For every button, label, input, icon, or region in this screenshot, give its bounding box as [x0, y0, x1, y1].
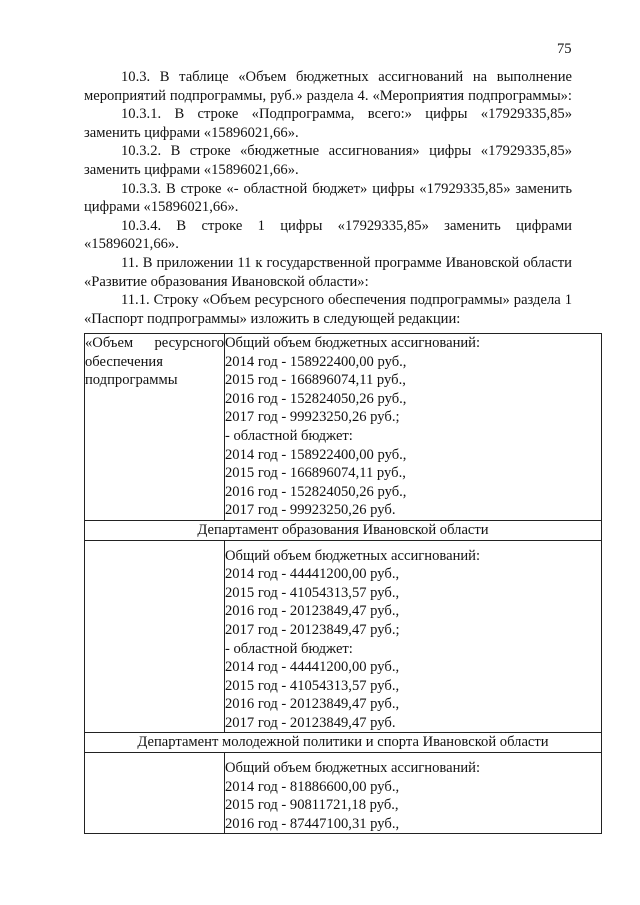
paragraph-10-3-3: 10.3.3. В строке «- областной бюджет» цифры «17929335,85» заменить цифрами «15896021,66». [84, 180, 572, 216]
paragraph-10-3-1: 10.3.1. В строке «Подпрограмма, всего:» цифры «17929335,85» заменить цифрами «15896021,66». [84, 106, 572, 141]
document-body [84, 68, 572, 328]
label-cell [85, 540, 225, 733]
value-cell [225, 334, 602, 521]
paragraph-10-3: 10.3. В таблице «Объем бюджетных ассигнований на выполнение мероприятий подпрограммы, руб.» раздела 4. «Мероприятия подпрограммы»: [84, 69, 572, 104]
value-line: - областной бюджет: [225, 427, 353, 444]
value-line: 2016 год - 87447100,31 руб., [225, 815, 400, 832]
value-line: 2016 год - 20123849,47 руб., [225, 696, 400, 713]
value-line: 2014 год - 81886600,00 руб., [225, 778, 400, 795]
value-line: 2016 год - 152824050,26 руб., [225, 483, 407, 500]
value-cell [225, 540, 602, 733]
value-line: 2017 год - 20123849,47 руб. [225, 714, 396, 731]
value-line: 2015 год - 90811721,18 руб., [225, 797, 399, 814]
table-row [85, 520, 602, 540]
value-line: 2017 год - 99923250,26 руб.; [225, 409, 400, 426]
value-line: 2015 год - 166896074,11 руб., [225, 465, 406, 482]
label-line: обеспечения [85, 353, 163, 370]
label-line: подпрограммы [85, 372, 178, 389]
value-line: Общий объем бюджетных ассигнований: [225, 547, 481, 564]
label-cell [85, 753, 225, 834]
paragraph-10-3-4: 10.3.4. В строке 1 цифры «17929335,85» заменить цифрами «15896021,66». [84, 217, 572, 253]
value-line: 2016 год - 152824050,26 руб., [225, 390, 407, 407]
value-line: 2017 год - 99923250,26 руб. [225, 502, 396, 519]
value-line: 2014 год - 44441200,00 руб., [225, 659, 400, 676]
department-heading: Департамент молодежной политики и спорта Ивановской области [85, 733, 602, 753]
department-heading: Департамент образования Ивановской области [85, 520, 602, 540]
label-cell [85, 334, 225, 521]
table-row [85, 540, 602, 733]
value-line: 2016 год - 20123849,47 руб., [225, 603, 400, 620]
page-number: 75 [557, 41, 572, 57]
value-line: Общий объем бюджетных ассигнований: [225, 335, 481, 351]
resource-table [84, 333, 602, 834]
value-line: 2014 год - 44441200,00 руб., [225, 566, 400, 583]
value-line: 2017 год - 20123849,47 руб.; [225, 621, 400, 638]
paragraph-11-1: 11.1. Строку «Объем ресурсного обеспечения подпрограммы» раздела 1 «Паспорт подпрограммы» изложить в следующей редакции: [84, 292, 572, 327]
paragraph-11: 11. В приложении 11 к государственной программе Ивановской области «Развитие образования Ивановской области»: [84, 254, 572, 290]
value-cell [225, 753, 602, 834]
value-line: - областной бюджет: [225, 640, 353, 657]
table-row [85, 334, 602, 521]
paragraph-10-3-2: 10.3.2. В строке «бюджетные ассигнования» цифры «17929335,85» заменить цифрами «15896021,66». [84, 143, 572, 178]
value-line: 2015 год - 41054313,57 руб., [225, 584, 400, 601]
value-line: 2014 год - 158922400,00 руб., [225, 353, 407, 370]
label-line: «Объем ресурсного [85, 335, 224, 351]
value-line: 2014 год - 158922400,00 руб., [225, 446, 407, 463]
table-row [85, 753, 602, 834]
table-row [85, 733, 602, 753]
value-line: 2015 год - 41054313,57 руб., [225, 677, 400, 694]
value-line: Общий объем бюджетных ассигнований: [225, 760, 481, 777]
value-line: 2015 год - 166896074,11 руб., [225, 372, 406, 389]
